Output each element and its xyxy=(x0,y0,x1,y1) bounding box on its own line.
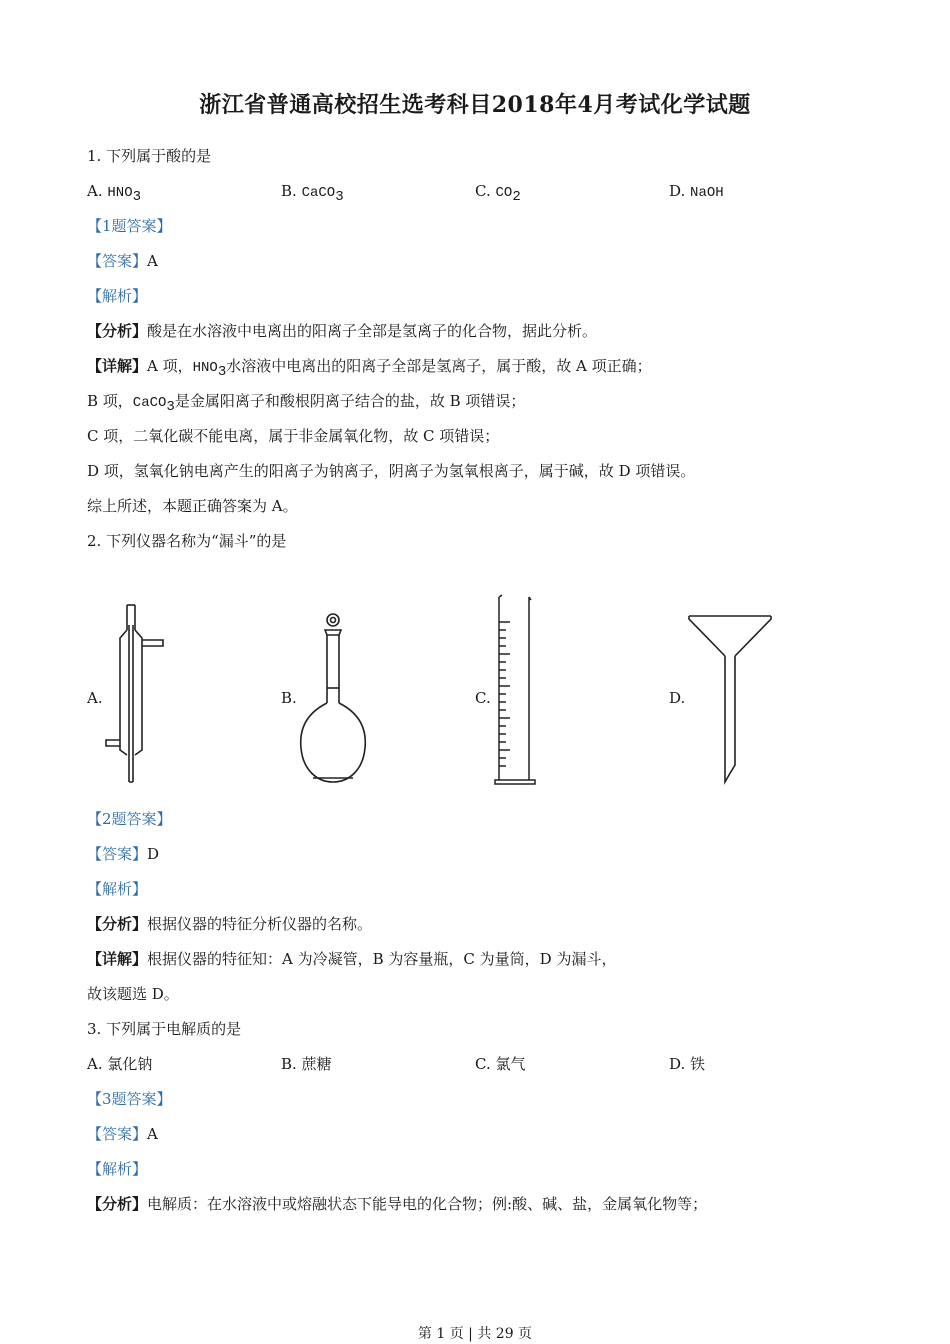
q1-option-d[interactable]: D. NaOH xyxy=(669,182,724,201)
q1-section-heading: 【1题答案】 xyxy=(87,217,172,235)
condenser-figure xyxy=(100,600,170,785)
page-title: 浙江省普通高校招生选考科目2018年4月考试化学试题 xyxy=(199,92,751,118)
q1-detail-a: 【详解】A 项，$HNO_3$水溶液中电离出的阳离子全部是氢离子，属于酸，故 A 项正确； xyxy=(87,357,652,380)
q3-option-a[interactable]: A. 氯化钠 xyxy=(87,1055,153,1073)
q3-option-b[interactable]: B. 蔗糖 xyxy=(281,1055,332,1073)
q2-detail: 【详解】根据仪器的特征知：A 为冷凝管，B 为容量瓶，C 为量筒，D 为漏斗， xyxy=(87,950,617,968)
q2-section-heading: 【2题答案】 xyxy=(87,810,172,828)
q2-conclusion: 故该题选 D。 xyxy=(87,985,179,1003)
q2-option-d[interactable]: D. xyxy=(669,689,686,707)
page-footer: 第 1 页 | 共 29 页 xyxy=(417,1326,533,1342)
q1-detail-b: B 项，CaCO$_3$是金属阳离子和酸根阴离子结合的盐，故 B 项错误； xyxy=(87,392,526,415)
q1-summary: 综上所述，本题正确答案为 A。 xyxy=(87,497,298,515)
q1-analysis-heading: 【解析】 xyxy=(87,287,148,305)
q2-option-c[interactable]: C. xyxy=(475,689,491,707)
q1-detail-d: D 项，氢氧化钠电离产生的阳离子为钠离子，阴离子为氢氧根离子，属于碱，故 D 项错误。 xyxy=(87,462,696,480)
q3-option-d[interactable]: D. 铁 xyxy=(669,1055,706,1073)
q2-answer: 【答案】D xyxy=(87,845,160,863)
volumetric-flask-figure xyxy=(295,608,375,786)
q1-detail-c: C 项，二氧化碳不能电离，属于非金属氧化物，故 C 项错误； xyxy=(87,427,500,445)
q3-option-c[interactable]: C. 氯气 xyxy=(475,1055,526,1073)
q3-stem: 3. 下列属于电解质的是 xyxy=(87,1020,242,1038)
q2-option-a[interactable]: A. xyxy=(87,689,103,707)
q3-answer: 【答案】A xyxy=(87,1125,158,1143)
graduated-cylinder-figure xyxy=(490,592,540,787)
q1-option-c[interactable]: C. $CO_2$ xyxy=(475,182,521,205)
q3-section-heading: 【3题答案】 xyxy=(87,1090,172,1108)
q2-option-b[interactable]: B. xyxy=(281,689,297,707)
funnel-figure xyxy=(685,610,775,788)
q3-analysis-heading: 【解析】 xyxy=(87,1160,148,1178)
q1-answer: 【答案】A xyxy=(87,252,158,270)
q1-option-a[interactable]: A. $HNO_3$ xyxy=(87,182,142,205)
q2-analysis-heading: 【解析】 xyxy=(87,880,148,898)
q2-stem: 2. 下列仪器名称为“漏斗”的是 xyxy=(87,532,287,550)
q1-fenxi: 【分析】酸是在水溶液中电离出的阳离子全部是氢离子的化合物，据此分析。 xyxy=(87,322,598,340)
q1-option-b[interactable]: B. CaCO$_3$ xyxy=(281,182,344,205)
q2-fenxi: 【分析】根据仪器的特征分析仪器的名称。 xyxy=(87,915,373,933)
q1-stem: 1. 下列属于酸的是 xyxy=(87,147,212,165)
q3-fenxi: 【分析】电解质：在水溶液中或熔融状态下能导电的化合物；例:酸、碱、盐，金属氧化物等； xyxy=(87,1195,708,1213)
